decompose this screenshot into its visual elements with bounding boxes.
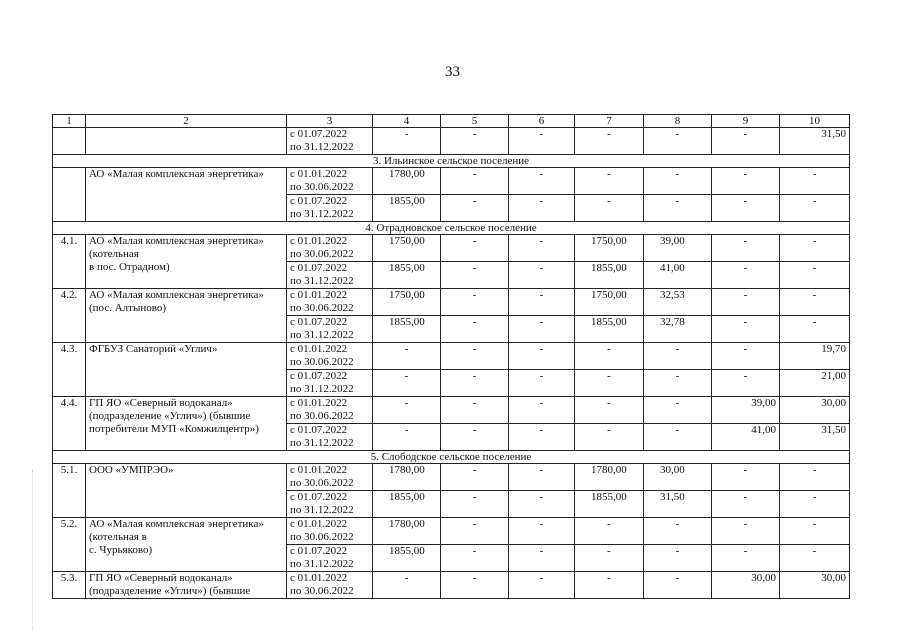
table-cell: - [712, 464, 780, 491]
table-cell: 1780,00 [373, 518, 441, 545]
section-heading: 3. Ильинское сельское поселение [53, 155, 850, 168]
table-cell: - [780, 464, 850, 491]
table-row [53, 518, 850, 545]
item-number: 4.2. [53, 289, 86, 343]
table-cell: - [780, 518, 850, 545]
column-header: 9 [712, 115, 780, 128]
organization-name: АО «Малая комплексная энергетика» [86, 168, 287, 222]
table-cell: - [441, 518, 509, 545]
table-cell: - [441, 491, 509, 518]
column-header: 8 [644, 115, 712, 128]
table-cell: 30,00 [780, 397, 850, 424]
table-cell: - [644, 397, 712, 424]
table-cell: - [509, 128, 575, 155]
table-cell: - [441, 370, 509, 397]
period: с 01.07.2022 по 31.12.2022 [287, 424, 373, 451]
table-row [53, 464, 850, 491]
column-header: 1 [53, 115, 86, 128]
period: с 01.01.2022 по 30.06.2022 [287, 518, 373, 545]
table-cell: - [509, 262, 575, 289]
table-cell: - [575, 572, 644, 599]
table-row [53, 572, 850, 599]
table-cell: - [780, 262, 850, 289]
table-cell: - [644, 424, 712, 451]
table-cell: - [441, 424, 509, 451]
table-row [53, 235, 850, 262]
table-cell: - [712, 195, 780, 222]
table-cell: - [441, 235, 509, 262]
table-row [53, 289, 850, 316]
table-cell: - [441, 343, 509, 370]
section-heading: 4. Отрадновское сельское поселение [53, 222, 850, 235]
table-cell: - [441, 545, 509, 572]
table-cell: - [644, 343, 712, 370]
table-cell: - [509, 572, 575, 599]
table-cell: - [509, 168, 575, 195]
period: с 01.07.2022 по 31.12.2022 [287, 545, 373, 572]
item-number [53, 168, 86, 222]
table-cell: - [373, 397, 441, 424]
table-cell: - [441, 464, 509, 491]
period: с 01.01.2022 по 30.06.2022 [287, 343, 373, 370]
table-cell: 32,53 [644, 289, 712, 316]
table-cell: - [780, 316, 850, 343]
table-cell: - [644, 370, 712, 397]
table-cell: - [509, 289, 575, 316]
column-header: 4 [373, 115, 441, 128]
table-cell: - [780, 195, 850, 222]
table-cell: - [575, 397, 644, 424]
table-cell: - [780, 545, 850, 572]
table-row [53, 397, 850, 424]
column-header: 10 [780, 115, 850, 128]
table-cell: - [712, 491, 780, 518]
period: с 01.01.2022 по 30.06.2022 [287, 464, 373, 491]
table-cell: - [373, 424, 441, 451]
item-number: 5.3. [53, 572, 86, 599]
period: с 01.07.2022 по 31.12.2022 [287, 370, 373, 397]
table-cell: - [575, 424, 644, 451]
table-cell: 1780,00 [575, 464, 644, 491]
table-cell: 1750,00 [373, 289, 441, 316]
organization-name: ГП ЯО «Северный водоканал» (подразделение «Углич») (бывшие потребители МУП «Комжилцентр») [86, 397, 287, 451]
column-header: 2 [86, 115, 287, 128]
table-cell: 39,00 [712, 397, 780, 424]
table-cell: 21,00 [780, 370, 850, 397]
period: с 01.07.2022 по 31.12.2022 [287, 128, 373, 155]
table-cell: 41,00 [644, 262, 712, 289]
table-cell: 31,50 [644, 491, 712, 518]
table-cell: - [575, 545, 644, 572]
table-cell: 30,00 [712, 572, 780, 599]
period: с 01.01.2022 по 30.06.2022 [287, 168, 373, 195]
table-cell: - [373, 370, 441, 397]
table-cell: - [575, 343, 644, 370]
organization-name: АО «Малая комплексная энергетика» (пос. Алтыново) [86, 289, 287, 343]
table-cell: 1855,00 [373, 545, 441, 572]
table-cell: - [509, 518, 575, 545]
table-cell: - [712, 128, 780, 155]
column-header: 6 [509, 115, 575, 128]
period: с 01.01.2022 по 30.06.2022 [287, 235, 373, 262]
table-cell: - [441, 168, 509, 195]
period: с 01.01.2022 по 30.06.2022 [287, 397, 373, 424]
table-cell: - [575, 370, 644, 397]
table-cell: 1750,00 [575, 289, 644, 316]
table-cell: - [509, 491, 575, 518]
table-cell: 1855,00 [575, 316, 644, 343]
table-cell: - [509, 464, 575, 491]
table-cell: - [441, 289, 509, 316]
table-cell: 31,50 [780, 424, 850, 451]
table-cell: 1780,00 [373, 464, 441, 491]
table-cell: - [575, 195, 644, 222]
table-cell: - [441, 397, 509, 424]
table-cell: 1780,00 [373, 168, 441, 195]
table-cell: 19,70 [780, 343, 850, 370]
table-cell: - [441, 262, 509, 289]
organization-name: ФГБУЗ Санаторий «Углич» [86, 343, 287, 397]
table-cell: 32,78 [644, 316, 712, 343]
table-cell: - [373, 572, 441, 599]
section-heading: 5. Слободское сельское поселение [53, 451, 850, 464]
table-cell: - [509, 424, 575, 451]
table-cell: - [712, 370, 780, 397]
organization-name [86, 128, 287, 155]
table-cell: - [509, 397, 575, 424]
period: с 01.01.2022 по 30.06.2022 [287, 572, 373, 599]
table-cell: - [780, 235, 850, 262]
table-cell: - [712, 343, 780, 370]
table-row [53, 168, 850, 195]
table-cell: - [441, 195, 509, 222]
table-cell: - [441, 572, 509, 599]
table-cell: - [780, 289, 850, 316]
organization-name: АО «Малая комплексная энергетика» (котельная в пос. Отрадном) [86, 235, 287, 289]
table-cell: - [712, 316, 780, 343]
table-cell: 1855,00 [373, 491, 441, 518]
table-cell: - [712, 545, 780, 572]
table-row [53, 128, 850, 155]
table-cell: - [712, 168, 780, 195]
table-cell: - [509, 343, 575, 370]
table-cell: - [509, 235, 575, 262]
table-cell: 1855,00 [575, 491, 644, 518]
table-cell: 1855,00 [373, 316, 441, 343]
table-cell: - [575, 518, 644, 545]
table-cell: - [644, 545, 712, 572]
period: с 01.07.2022 по 31.12.2022 [287, 262, 373, 289]
column-header: 3 [287, 115, 373, 128]
table-cell: - [644, 128, 712, 155]
column-header: 5 [441, 115, 509, 128]
period: с 01.07.2022 по 31.12.2022 [287, 491, 373, 518]
period: с 01.01.2022 по 30.06.2022 [287, 289, 373, 316]
period: с 01.07.2022 по 31.12.2022 [287, 195, 373, 222]
table-cell: 30,00 [780, 572, 850, 599]
table-cell: - [644, 195, 712, 222]
table-cell: - [373, 128, 441, 155]
table-cell: 31,50 [780, 128, 850, 155]
table-cell: 1855,00 [373, 195, 441, 222]
table-cell: - [644, 168, 712, 195]
table-cell: - [780, 168, 850, 195]
table-cell: - [644, 572, 712, 599]
table-cell: 39,00 [644, 235, 712, 262]
table-cell: - [441, 128, 509, 155]
table-cell: - [575, 128, 644, 155]
organization-name: ООО «УМПРЭО» [86, 464, 287, 518]
table-cell: - [712, 289, 780, 316]
table-cell: 1750,00 [575, 235, 644, 262]
table-cell: - [509, 316, 575, 343]
column-header: 7 [575, 115, 644, 128]
item-number: 4.1. [53, 235, 86, 289]
table-cell: - [373, 343, 441, 370]
table-cell: - [575, 168, 644, 195]
table-cell: 30,00 [644, 464, 712, 491]
table-row [53, 343, 850, 370]
item-number: 4.4. [53, 397, 86, 451]
organization-name: АО «Малая комплексная энергетика» (котельная в с. Чурьяково) [86, 518, 287, 572]
organization-name: ГП ЯО «Северный водоканал» (подразделение «Углич») (бывшие [86, 572, 287, 599]
item-number [53, 128, 86, 155]
table-cell: 1855,00 [373, 262, 441, 289]
table-cell: 41,00 [712, 424, 780, 451]
tariff-table [52, 114, 850, 599]
item-number: 4.3. [53, 343, 86, 397]
table-cell: 1855,00 [575, 262, 644, 289]
item-number: 5.1. [53, 464, 86, 518]
table-cell: - [509, 370, 575, 397]
period: с 01.07.2022 по 31.12.2022 [287, 316, 373, 343]
table-cell: - [441, 316, 509, 343]
table-cell: - [712, 518, 780, 545]
table-cell: - [712, 235, 780, 262]
table-cell: - [780, 491, 850, 518]
item-number: 5.2. [53, 518, 86, 572]
table-cell: - [712, 262, 780, 289]
page-number: 33 [445, 64, 460, 80]
table-cell: - [509, 545, 575, 572]
table-cell: - [644, 518, 712, 545]
table-cell: 1750,00 [373, 235, 441, 262]
table-cell: - [509, 195, 575, 222]
